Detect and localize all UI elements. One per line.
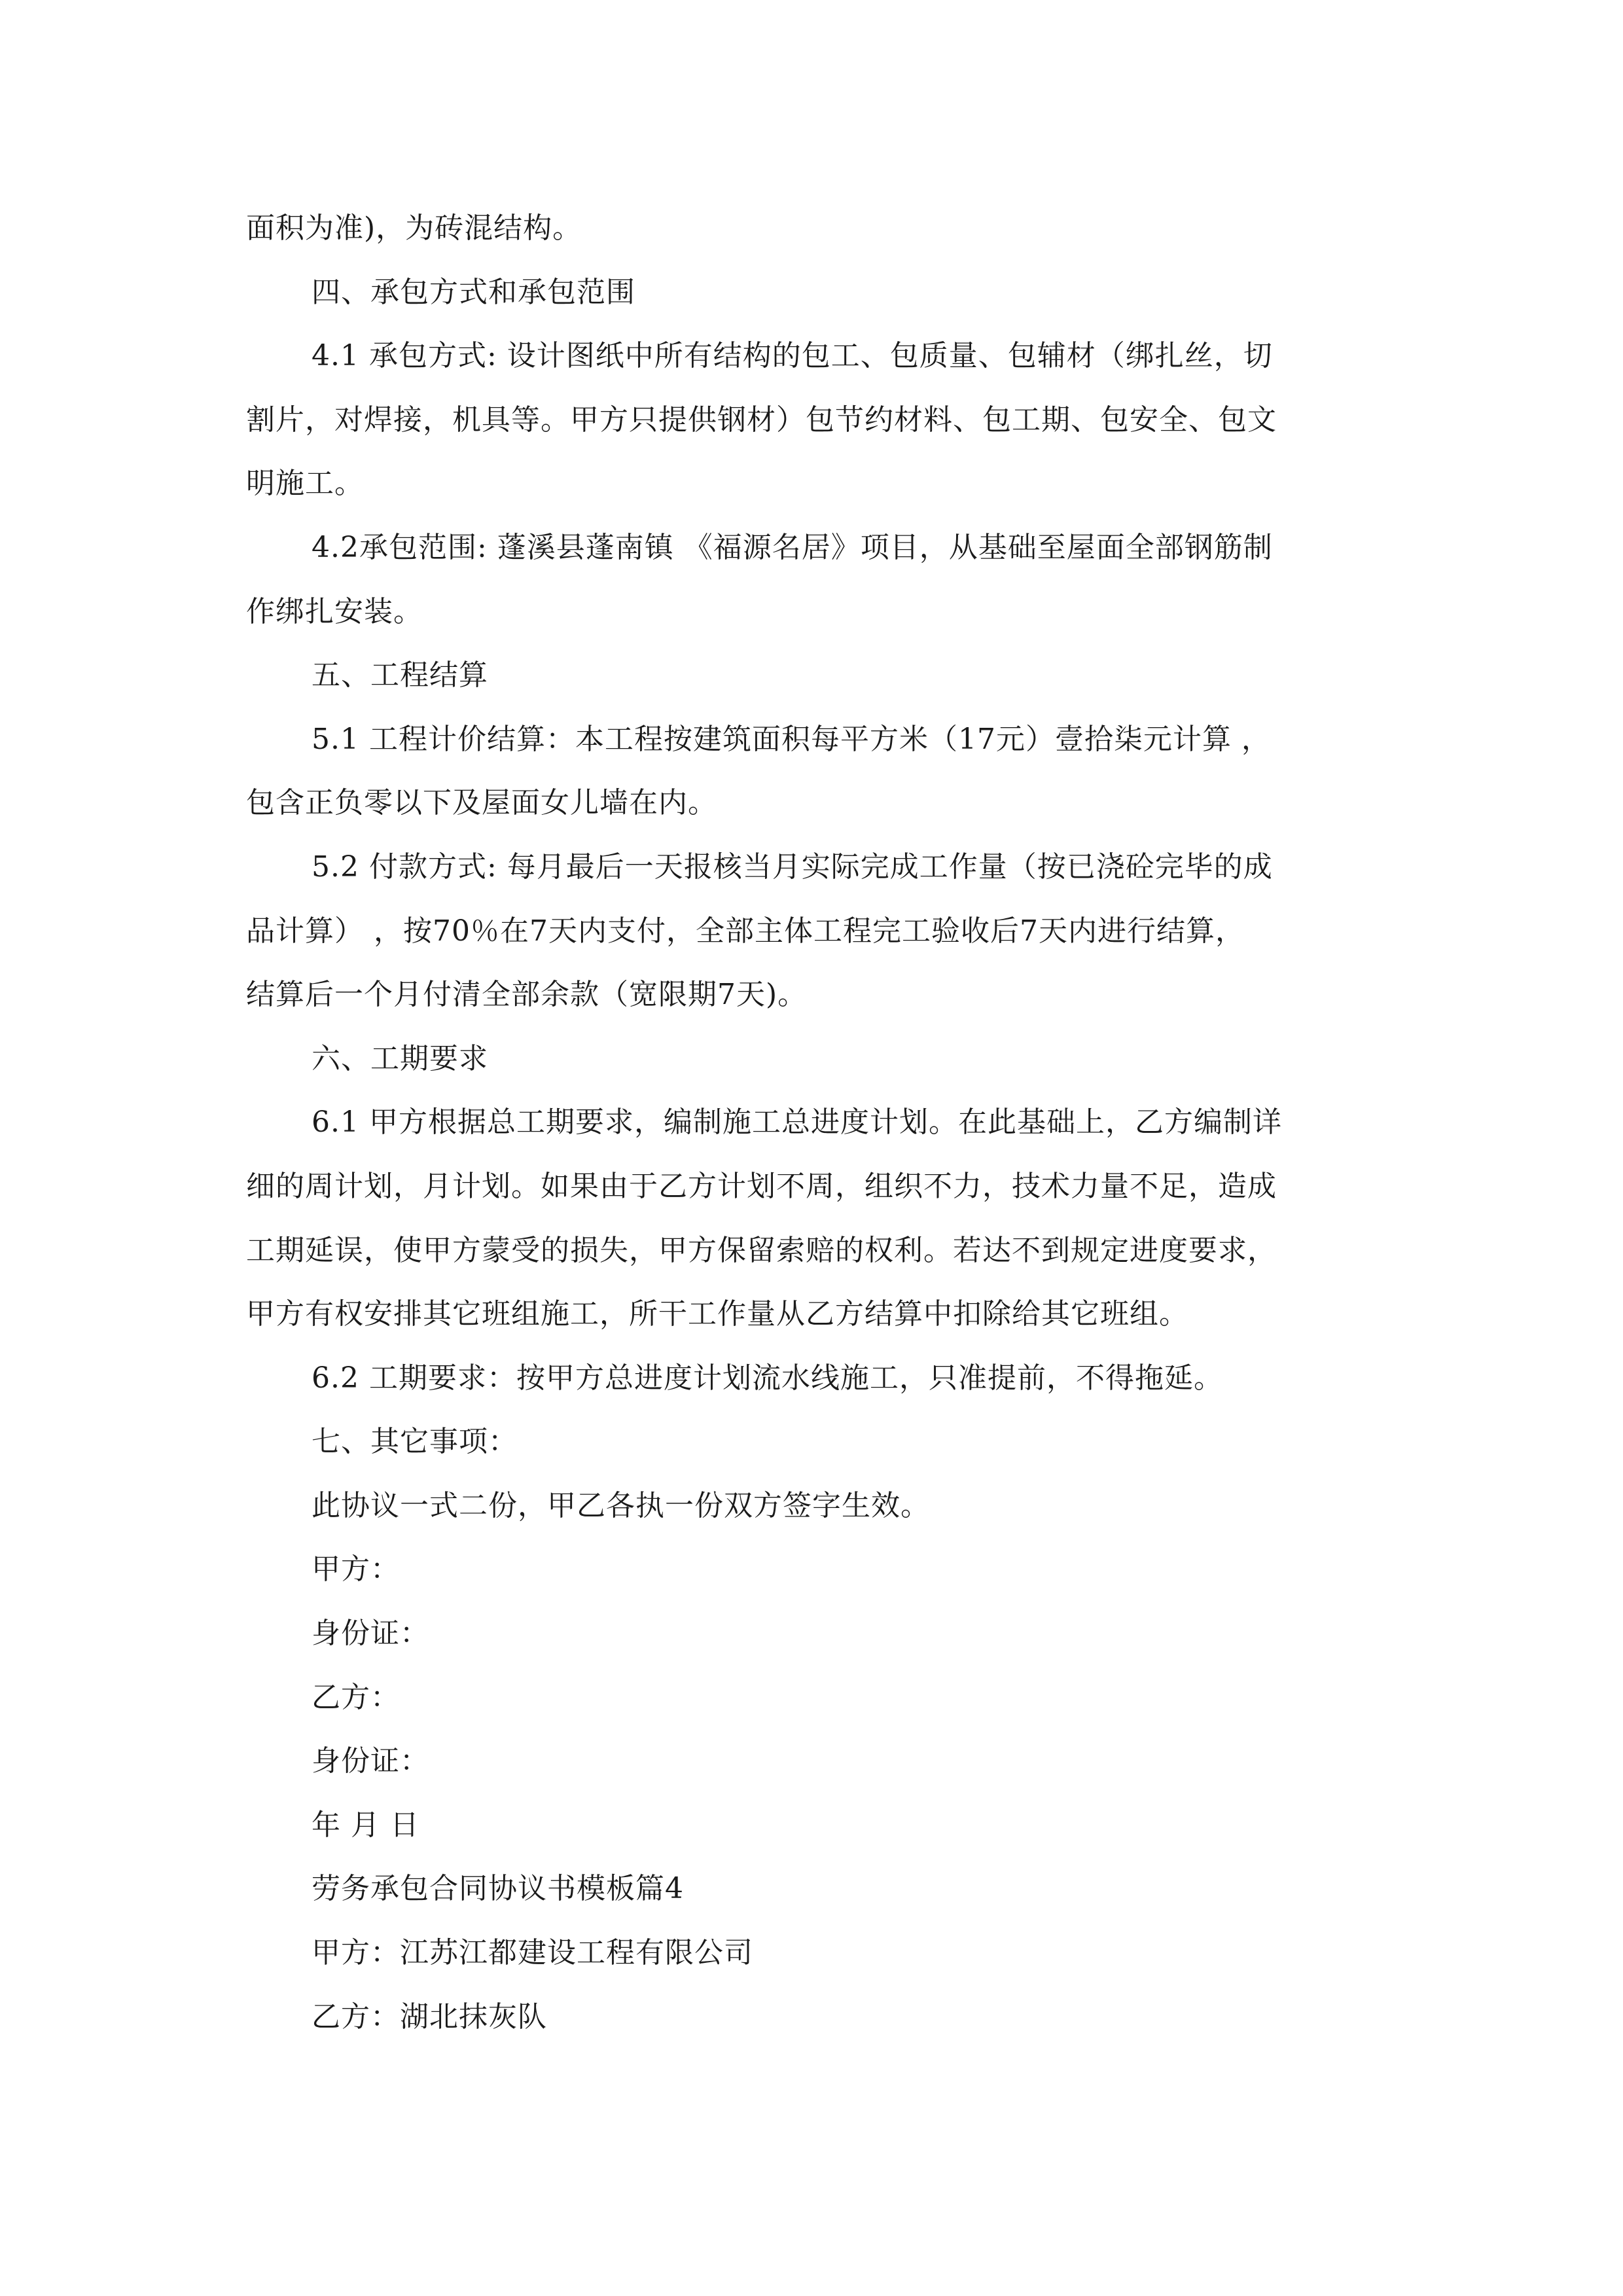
text-line: 七、其它事项： [312,1425,518,1459]
text-line: 作绑扎安装。 [246,594,423,628]
text-line: 劳务承包合同协议书模板篇4 [312,1872,684,1906]
text-line: 六、工期要求 [312,1041,488,1075]
text-line: 6.1 甲方根据总工期要求，编制施工总进度计划。在此基础上，乙方编制详 [312,1105,1282,1139]
text-line: 割片，对焊接，机具等。甲方只提供钢材）包节约材料、包工期、包安全、包文 [246,403,1277,437]
text-line: 五、工程结算 [312,658,488,692]
text-line: 面积为准)，为砖混结构。 [246,211,582,245]
text-line: 甲方： [312,1552,400,1587]
text-line: 甲方有权安排其它班组施工，所干工作量从乙方结算中扣除给其它班组。 [246,1297,1188,1331]
text-line: 工期延误，使甲方蒙受的损失，甲方保留索赔的权利。若达不到规定进度要求， [246,1233,1277,1267]
text-line: 年 月 日 [312,1808,419,1842]
document-body [246,196,1398,2049]
text-line: 4.2承包范围: 蓬溪县蓬南镇 《福源名居》项目，从基础至屋面全部钢筋制 [312,530,1273,564]
text-line: 乙方： [312,1680,400,1714]
text-line: 结算后一个月付清全部余款（宽限期7天)。 [246,978,808,1012]
text-line: 身份证： [312,1617,429,1651]
text-line: 6.2 工期要求：按甲方总进度计划流水线施工，只准提前，不得拖延。 [312,1361,1223,1395]
text-line: 乙方：湖北抹灰队 [312,2000,547,2034]
text-line: 甲方：江苏江都建设工程有限公司 [312,1936,753,1970]
text-line: 5.1 工程计价结算：本工程按建筑面积每平方米（17元）壹拾柒元计算 ， [312,722,1271,756]
text-line: 此协议一式二份，甲乙各执一份双方签字生效。 [312,1488,930,1522]
text-line: 身份证： [312,1744,429,1778]
text-line: 四、承包方式和承包范围 [312,275,635,309]
text-line: 包含正负零以下及屋面女儿墙在内。 [246,786,717,820]
text-line: 4.1 承包方式: 设计图纸中所有结构的包工、包质量、包辅材（绑扎丝，切 [312,339,1273,373]
text-line: 细的周计划，月计划。如果由于乙方计划不周，组织不力，技术力量不足，造成 [246,1169,1277,1203]
text-line: 明施工。 [246,467,364,501]
text-line: 5.2 付款方式: 每月最后一天报核当月实际完成工作量（按已浇砼完毕的成 [312,850,1273,884]
text-line: 品计算） ，按70％在7天内支付，全部主体工程完工验收后7天内进行结算， [246,914,1245,948]
